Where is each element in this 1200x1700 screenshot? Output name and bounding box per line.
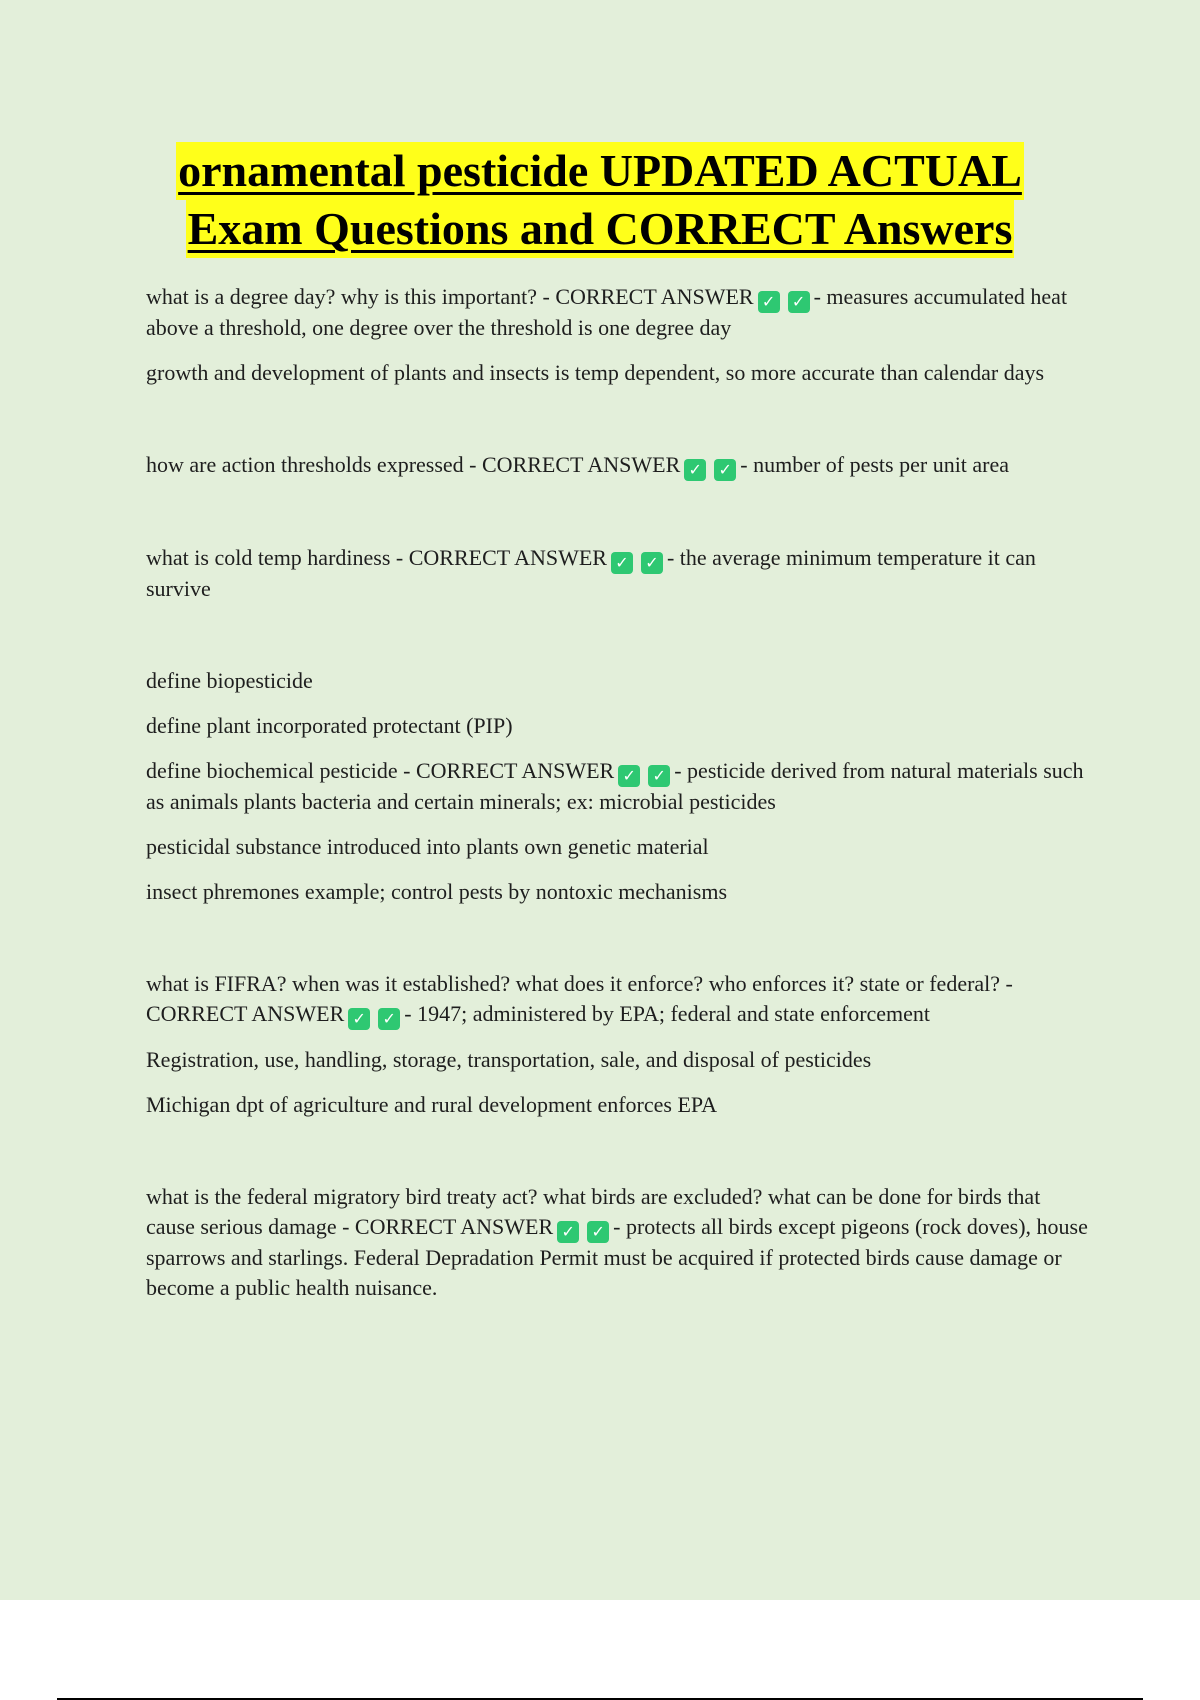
check-mark-icon: ✓	[348, 1008, 370, 1030]
answer-text: - measures accumulated heat above a threshold, one degree over the threshold is one degree day	[146, 284, 1068, 340]
question-text: what is a degree day? why is this important? - CORRECT ANSWER	[146, 284, 754, 309]
qa-content	[146, 282, 1090, 1318]
answer-extra-line: Registration, use, handling, storage, transportation, sale, and disposal of pesticides	[146, 1047, 872, 1072]
answer-extra-line: growth and development of plants and insects is temp dependent, so more accurate than calendar days	[146, 360, 1045, 385]
answer-extra-line: insect phremones example; control pests by nontoxic mechanisms	[146, 879, 728, 904]
document-title	[0, 142, 1200, 258]
check-mark-icon: ✓	[587, 1221, 609, 1243]
question-line: define biopesticide	[146, 668, 313, 693]
title-line-1: ornamental pesticide UPDATED ACTUAL	[176, 142, 1024, 200]
question-text: what is the federal migratory bird treaty act? what birds are excluded? what can be done for birds that cause serious damage - CORRECT ANSWER	[146, 1184, 1041, 1239]
question-text: how are action thresholds expressed - CORRECT ANSWER	[146, 452, 681, 477]
answer-text: - 1947; administered by EPA; federal and state enforcement	[404, 1001, 931, 1026]
qa-question	[146, 450, 1090, 481]
answer-text: - the average minimum temperature it can survive	[146, 545, 1036, 601]
qa-question	[146, 1182, 1090, 1303]
check-mark-icon: ✓	[611, 552, 633, 574]
qa-question	[146, 969, 1090, 1030]
answer-extra-line: Michigan dpt of agriculture and rural development enforces EPA	[146, 1092, 718, 1117]
qa-question	[146, 756, 1090, 817]
check-mark-icon: ✓	[714, 459, 736, 481]
title-line-2: Exam Questions and CORRECT Answers	[186, 200, 1015, 258]
answer-extra-line: pesticidal substance introduced into plants own genetic material	[146, 834, 709, 859]
answer-text: - pesticide derived from natural materials such as animals plants bacteria and certain minerals; ex: microbial pesticides	[146, 758, 1084, 814]
question-text: what is cold temp hardiness - CORRECT ANSWER	[146, 545, 607, 570]
check-mark-icon: ✓	[641, 552, 663, 574]
question-line: define plant incorporated protectant (PIP)	[146, 713, 513, 738]
answer-text: - number of pests per unit area	[740, 452, 1010, 477]
check-mark-icon: ✓	[378, 1008, 400, 1030]
answer-text: - protects all birds except pigeons (rock doves), house sparrows and starlings. Federal Depradation Permit must be acquired if protected birds cause damage or become a public health nuisance.	[146, 1214, 1088, 1300]
qa-question	[146, 282, 1090, 343]
check-mark-icon: ✓	[684, 459, 706, 481]
check-mark-icon: ✓	[648, 765, 670, 787]
question-text: define biochemical pesticide - CORRECT ANSWER	[146, 758, 615, 783]
qa-question	[146, 543, 1090, 604]
check-mark-icon: ✓	[788, 291, 810, 313]
check-mark-icon: ✓	[618, 765, 640, 787]
check-mark-icon: ✓	[557, 1221, 579, 1243]
check-mark-icon: ✓	[758, 291, 780, 313]
question-text: what is FIFRA? when was it established? what does it enforce? who enforces it? state or federal? - CORRECT ANSWER	[146, 971, 1013, 1026]
